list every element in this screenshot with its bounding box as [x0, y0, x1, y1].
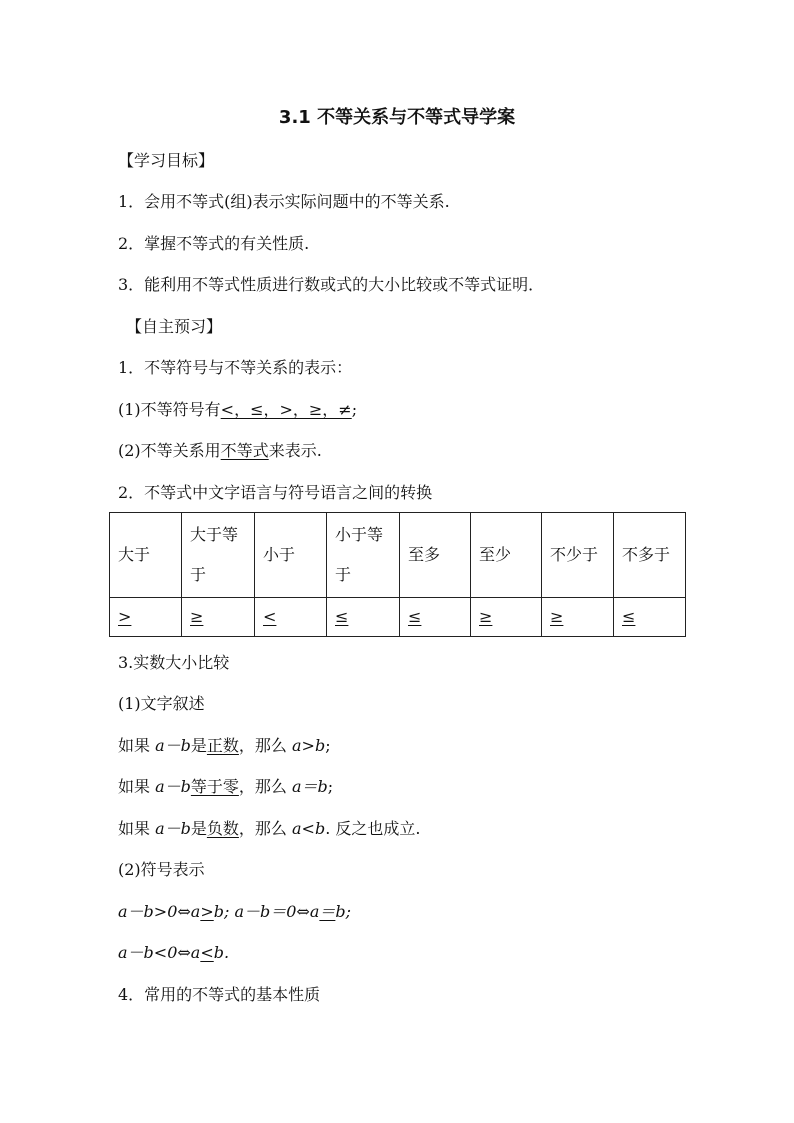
table-cell-symbol: ≥	[542, 598, 614, 637]
s1a-answer: <，≤，>，≥，≠	[220, 400, 352, 419]
table-cell-symbol: <	[255, 598, 327, 637]
table-cell-symbol: ≤	[327, 598, 400, 637]
s1a-suffix: ;	[351, 400, 358, 419]
objective-item-1: 1．会用不等式(组)表示实际问题中的不等关系.	[118, 192, 450, 211]
table-cell-word: 不少于	[542, 513, 614, 598]
symbol-line-1: a－b>0⇔a>b; a－b＝0⇔a＝b;	[118, 902, 352, 921]
conversion-table	[109, 512, 686, 637]
table-cell-symbol: ≤	[400, 598, 471, 637]
section-3-sub-a: (1)文字叙述	[118, 694, 205, 713]
page-title: 3.1 不等关系与不等式导学案	[278, 107, 516, 128]
table-cell-symbol: ≥	[182, 598, 255, 637]
compare-line-1: 如果 a－b是正数，那么 a>b;	[118, 736, 331, 755]
preview-heading: 【自主预习】	[126, 317, 223, 336]
s1b-suffix: 来表示.	[268, 441, 322, 460]
objectives-heading: 【学习目标】	[118, 151, 215, 170]
section-3-sub-b: (2)符号表示	[118, 860, 205, 879]
table-row-words	[110, 513, 686, 598]
table-cell-word: 至少	[471, 513, 542, 598]
s1a-prefix: (1)不等符号有	[118, 400, 221, 419]
table-cell-word: 大于等于	[182, 513, 255, 598]
section-2-title: 2．不等式中文字语言与符号语言之间的转换	[118, 483, 433, 502]
section-1-title: 1．不等符号与不等关系的表示：	[118, 358, 353, 377]
table-cell-word: 不多于	[614, 513, 686, 598]
compare-line-2: 如果 a－b等于零，那么 a＝b;	[118, 777, 334, 796]
table-cell-symbol: ≥	[471, 598, 542, 637]
table-row-symbols	[110, 598, 686, 637]
table-cell-word: 小于	[255, 513, 327, 598]
table-cell-word: 大于	[110, 513, 182, 598]
section-3-title: 3.实数大小比较	[118, 653, 230, 672]
objective-item-3: 3．能利用不等式性质进行数或式的大小比较或不等式证明．	[118, 275, 545, 294]
objective-item-2: 2．掌握不等式的有关性质.	[118, 234, 310, 253]
section-1-line-a	[118, 398, 357, 422]
s1b-answer: 不等式	[220, 441, 269, 460]
table-cell-word: 至多	[400, 513, 471, 598]
s1b-prefix: (2)不等关系用	[118, 441, 221, 460]
table-cell-symbol: >	[110, 598, 182, 637]
section-4-title: 4．常用的不等式的基本性质	[118, 985, 321, 1004]
symbol-line-2: a－b<0⇔a<b.	[118, 943, 230, 962]
table-cell-symbol: ≤	[614, 598, 686, 637]
compare-line-3: 如果 a－b是负数，那么 a<b. 反之也成立.	[118, 819, 421, 838]
section-1-line-b	[118, 439, 322, 463]
table-cell-word: 小于等于	[327, 513, 400, 598]
